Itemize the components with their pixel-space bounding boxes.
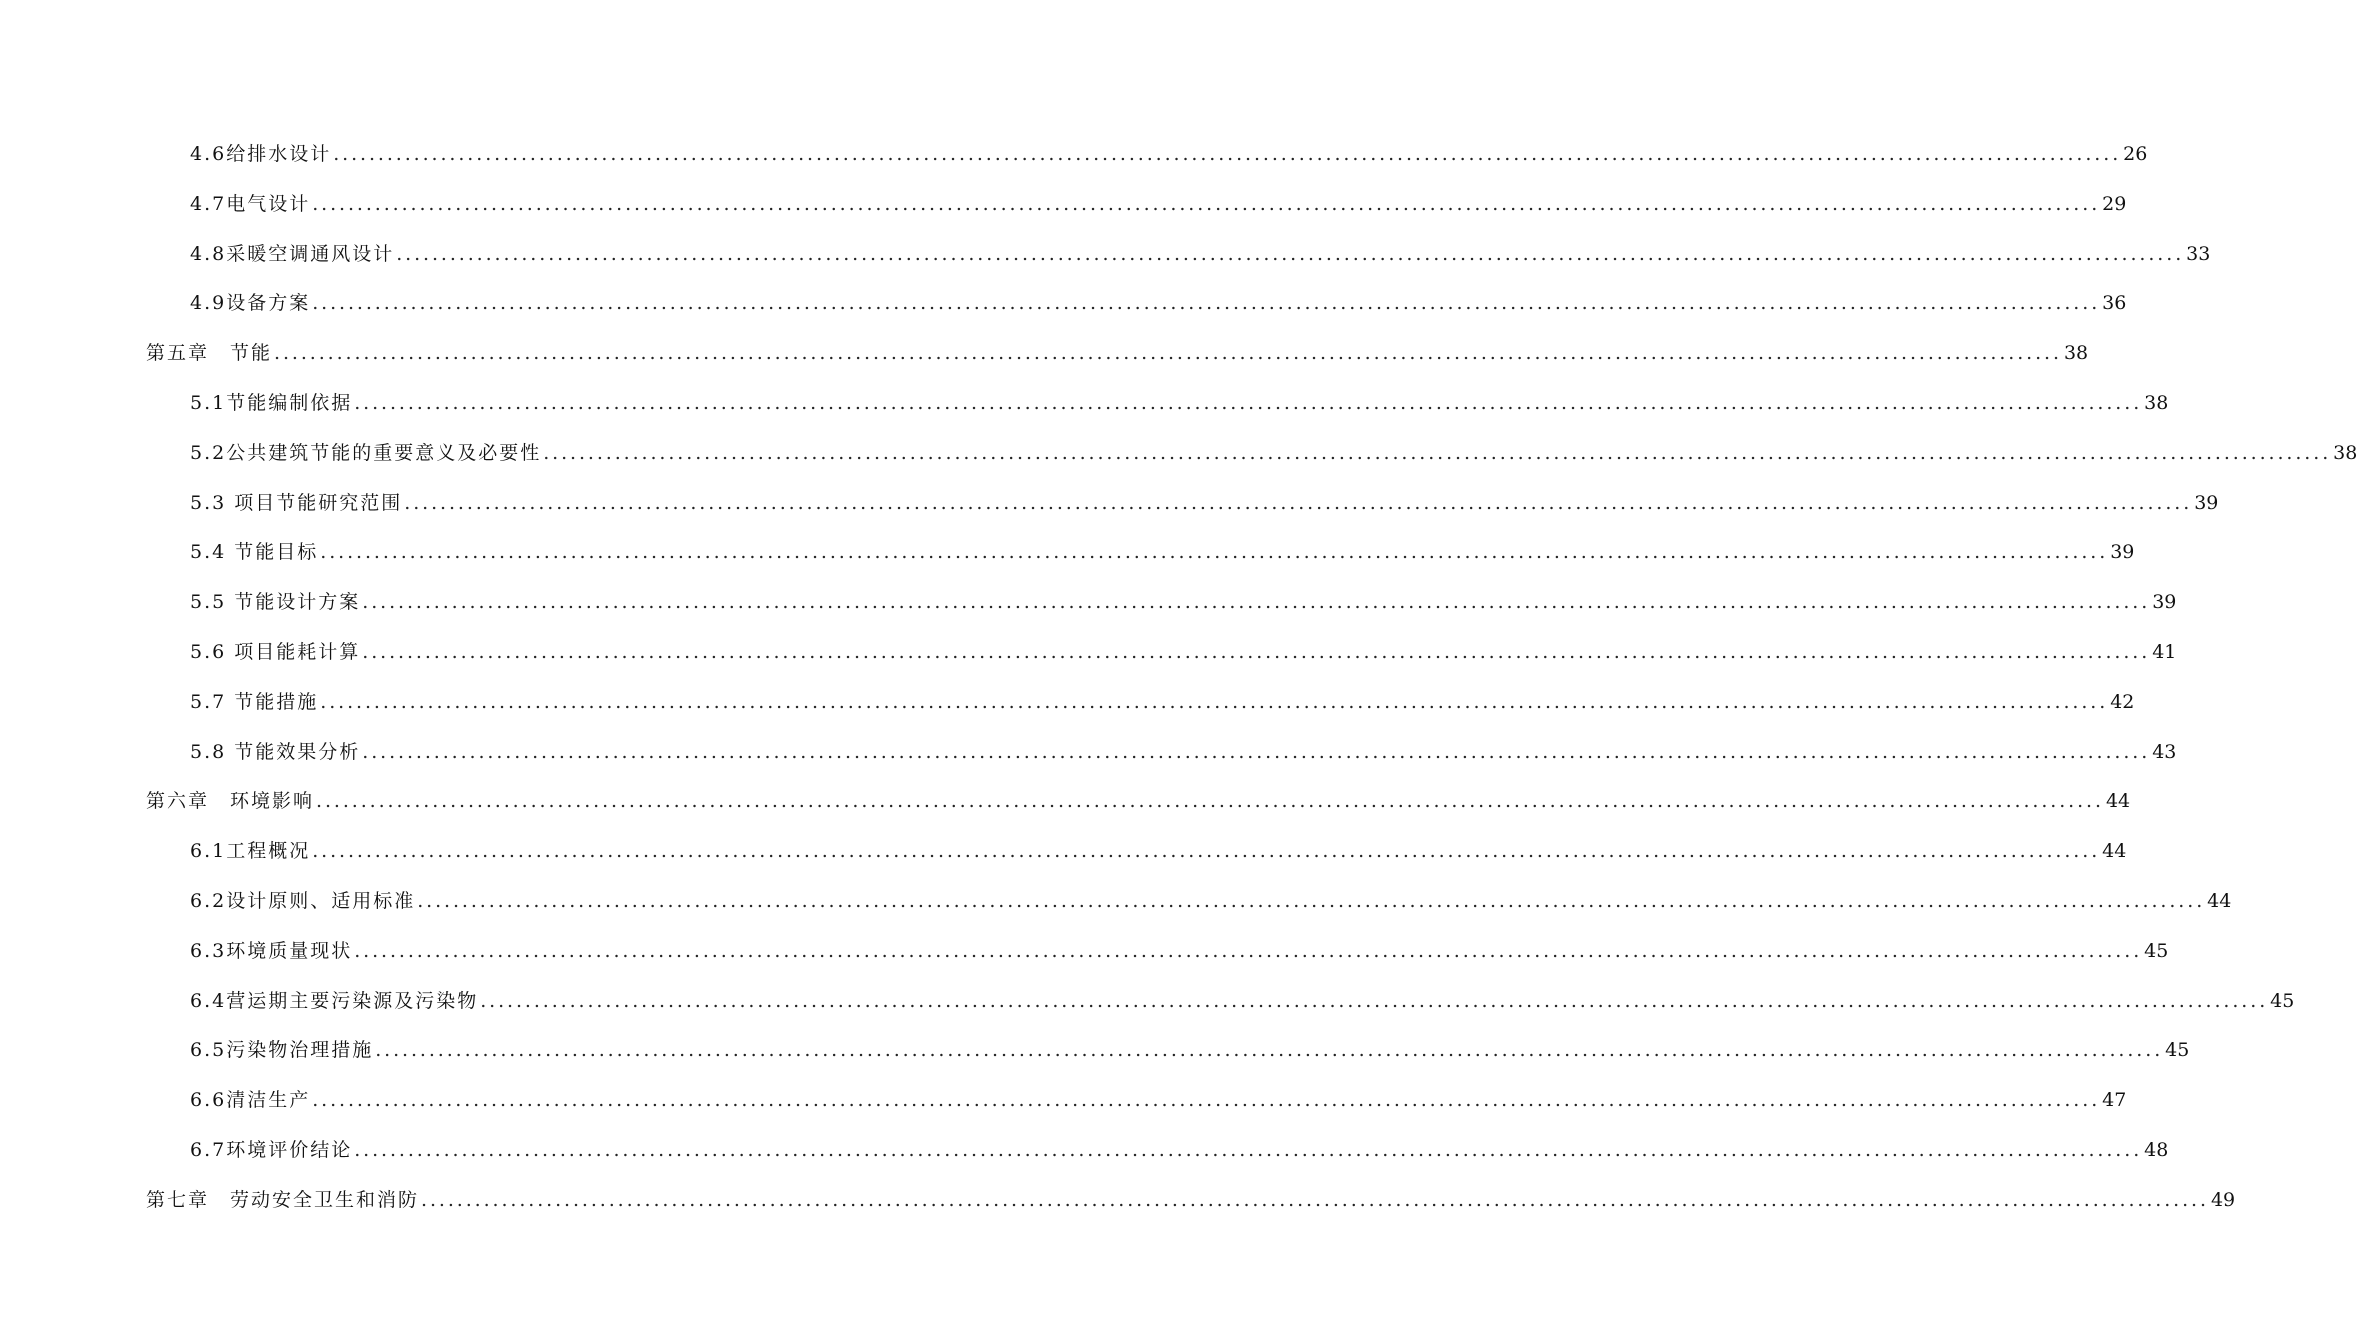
toc-entry[interactable] [190,282,2127,314]
toc-entry[interactable] [190,382,2169,414]
dot-leader: ........................................................................................................................................................................................................ [543,442,2332,464]
toc-section-title: 5.3 项目节能研究范围 [190,492,403,514]
toc-entry[interactable] [190,482,2219,514]
toc-entry[interactable] [190,432,2357,464]
toc-section-title: 5.1节能编制依据 [190,392,353,414]
toc-page-number: 45 [2270,990,2295,1012]
toc-entry[interactable] [190,681,2135,713]
toc-entry[interactable] [190,731,2177,763]
dot-leader: ........................................................................................................................................................................................................ [362,641,2151,663]
toc-entry[interactable] [190,830,2127,862]
dot-leader: ........................................................................................................................................................................................................ [316,790,2104,812]
dot-leader: ........................................................................................................................................................................................................ [333,143,2122,165]
dot-leader: ........................................................................................................................................................................................................ [354,1139,2143,1161]
toc-entry[interactable] [190,531,2135,563]
toc-entry[interactable] [190,1129,2169,1161]
toc-section-title: 6.5污染物治理措施 [190,1039,374,1061]
toc-page-number: 41 [2152,641,2177,663]
toc-section-title: 4.6给排水设计 [190,143,332,165]
toc-page-number: 48 [2144,1139,2169,1161]
toc-entry[interactable] [190,581,2177,613]
toc-page-number: 39 [2194,492,2219,514]
toc-page-number: 33 [2186,243,2211,265]
toc-entry[interactable] [146,332,2089,364]
dot-leader: ........................................................................................................................................................................................................ [312,1089,2101,1111]
toc-section-title: 4.9设备方案 [190,292,311,314]
toc-page-number: 38 [2144,392,2169,414]
dot-leader: ........................................................................................................................................................................................................ [320,541,2109,563]
dot-leader: ........................................................................................................................................................................................................ [362,741,2151,763]
toc-entry[interactable] [146,1179,2236,1211]
dot-leader: ........................................................................................................................................................................................................ [312,292,2101,314]
toc-entry[interactable] [190,980,2295,1012]
toc-entry[interactable] [190,880,2232,912]
dot-leader: ........................................................................................................................................................................................................ [312,193,2101,215]
toc-entry[interactable] [190,631,2177,663]
dot-leader: ........................................................................................................................................................................................................ [375,1039,2164,1061]
toc-chapter-title: 第六章 环境影响 [146,790,315,812]
dot-leader: ........................................................................................................................................................................................................ [354,940,2143,962]
toc-page-number: 38 [2333,442,2357,464]
dot-leader: ........................................................................................................................................................................................................ [421,1189,2209,1211]
toc-page-number: 39 [2152,591,2177,613]
toc-page-number: 45 [2144,940,2169,962]
toc-chapter-title: 第七章 劳动安全卫生和消防 [146,1189,420,1211]
toc-section-title: 5.5 节能设计方案 [190,591,361,613]
toc-entry[interactable] [146,780,2131,812]
toc-page-number: 26 [2123,143,2148,165]
toc-page-number: 44 [2102,840,2127,862]
toc-entry[interactable] [190,133,2148,165]
dot-leader: ........................................................................................................................................................................................................ [417,890,2206,912]
toc-page-number: 43 [2152,741,2177,763]
toc-section-title: 6.6清洁生产 [190,1089,311,1111]
toc-page-number: 39 [2110,541,2135,563]
toc-section-title: 6.3环境质量现状 [190,940,353,962]
dot-leader: ........................................................................................................................................................................................................ [404,492,2193,514]
toc-page-number: 42 [2110,691,2135,713]
toc-section-title: 5.2公共建筑节能的重要意义及必要性 [190,442,542,464]
toc-entry[interactable] [190,183,2127,215]
dot-leader: ........................................................................................................................................................................................................ [354,392,2143,414]
toc-entry[interactable] [190,930,2169,962]
toc-section-title: 5.8 节能效果分析 [190,741,361,763]
toc-page-number: 44 [2105,790,2131,812]
toc-section-title: 6.4营运期主要污染源及污染物 [190,990,479,1012]
dot-leader: ........................................................................................................................................................................................................ [312,840,2101,862]
toc-section-title: 4.7电气设计 [190,193,311,215]
toc-section-title: 5.7 节能措施 [190,691,319,713]
dot-leader: ........................................................................................................................................................................................................ [480,990,2269,1012]
toc-section-title: 5.6 项目能耗计算 [190,641,361,663]
toc-page-number: 36 [2102,292,2127,314]
toc-page-number: 47 [2102,1089,2127,1111]
toc-page-number: 29 [2102,193,2127,215]
toc-page-number: 44 [2207,890,2232,912]
toc-page-number: 45 [2165,1039,2190,1061]
toc-section-title: 6.1工程概况 [190,840,311,862]
toc-section-title: 4.8采暖空调通风设计 [190,243,395,265]
toc-section-title: 6.2设计原则、适用标准 [190,890,416,912]
toc-section-title: 6.7环境评价结论 [190,1139,353,1161]
toc-section-title: 5.4 节能目标 [190,541,319,563]
toc-page-number: 49 [2210,1189,2236,1211]
toc-entry[interactable] [190,1029,2190,1061]
toc-entry[interactable] [190,1079,2127,1111]
dot-leader: ........................................................................................................................................................................................................ [396,243,2185,265]
toc-entry[interactable] [190,233,2211,265]
dot-leader: ........................................................................................................................................................................................................ [320,691,2109,713]
toc-page-number: 38 [2063,342,2089,364]
dot-leader: ........................................................................................................................................................................................................ [274,342,2062,364]
toc-chapter-title: 第五章 节能 [146,342,273,364]
dot-leader: ........................................................................................................................................................................................................ [362,591,2151,613]
